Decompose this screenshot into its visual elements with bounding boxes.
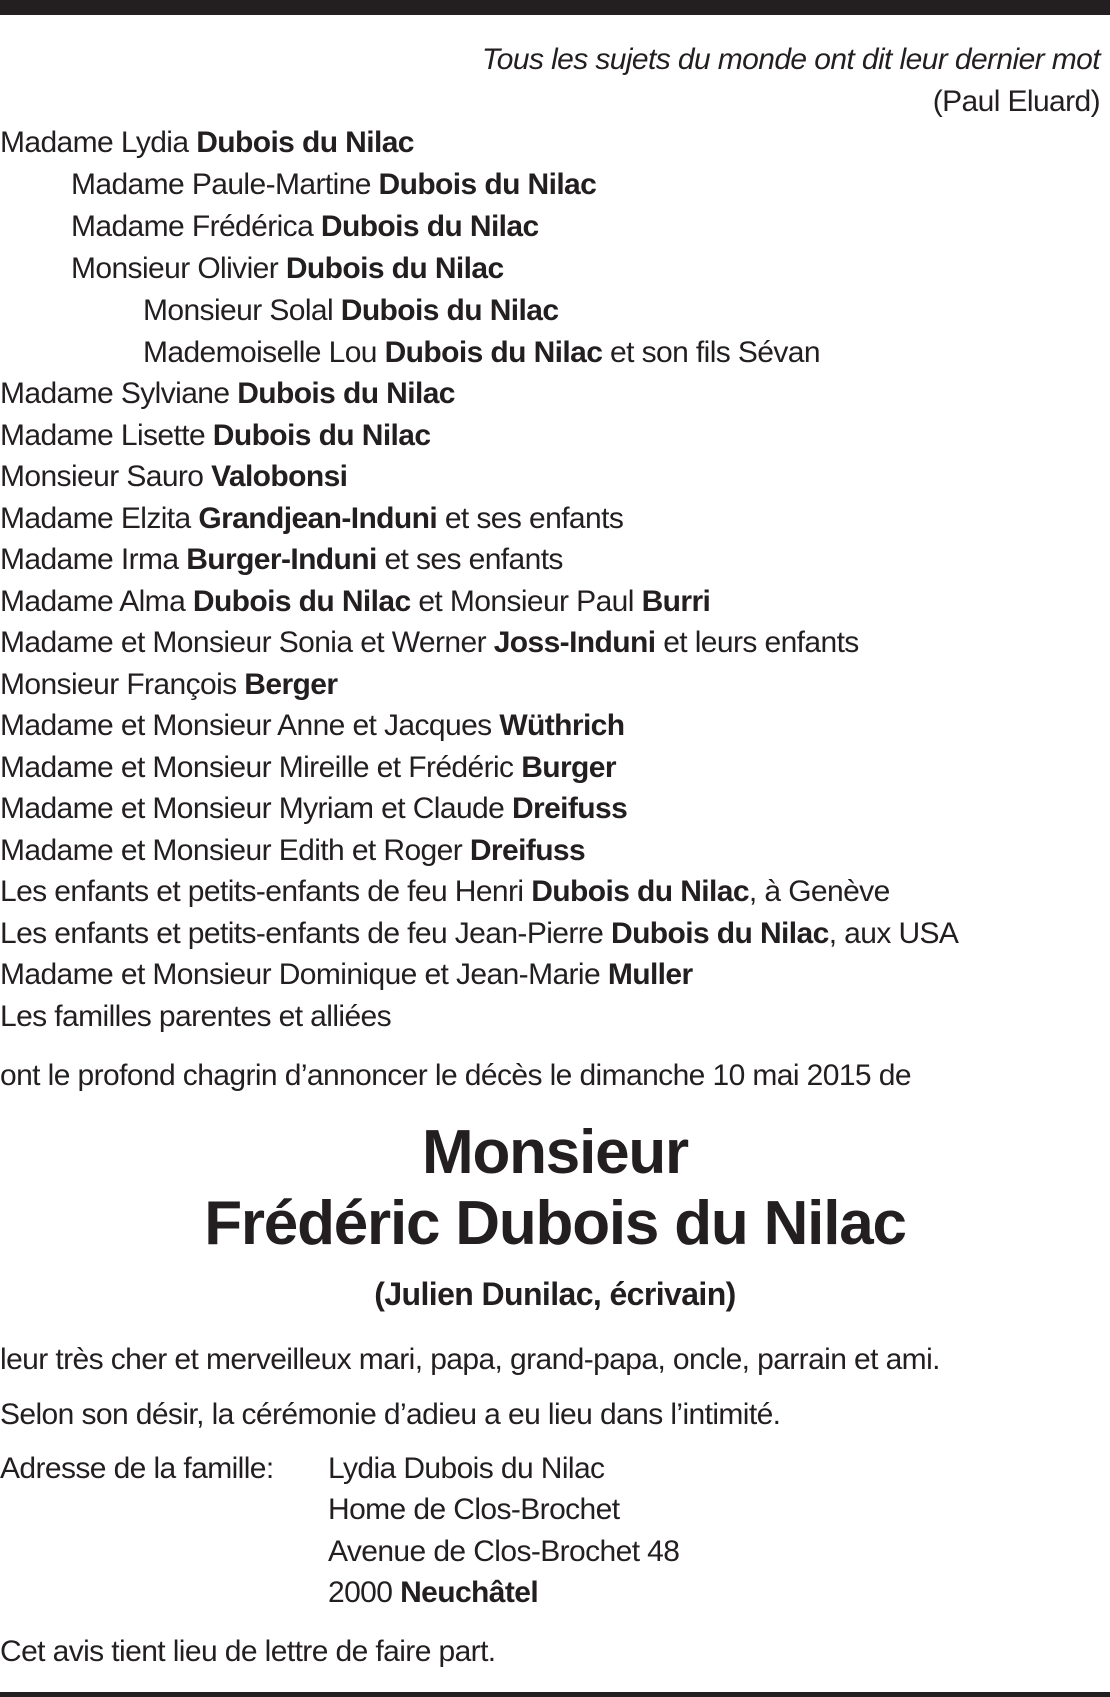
mourner-line: Madame Elzita Grandjean-Induni et ses enfants: [0, 502, 624, 535]
mourner-line: Madame et Monsieur Myriam et Claude Dreifuss: [0, 792, 628, 825]
deceased-pen-name: (Julien Dunilac, écrivain): [374, 1276, 736, 1312]
mourner-line: Les enfants et petits-enfants de feu Jean-Pierre Dubois du Nilac, aux USA: [0, 917, 959, 950]
mourner-line: Madame Frédérica Dubois du Nilac: [71, 210, 539, 243]
mourner-line: Madame et Monsieur Edith et Roger Dreifuss: [0, 834, 586, 867]
mourner-line: Les enfants et petits-enfants de feu Henri Dubois du Nilac, à Genève: [0, 875, 890, 908]
mourner-line: Madame Sylviane Dubois du Nilac: [0, 377, 455, 410]
address-line: Home de Clos-Brochet: [328, 1493, 620, 1526]
mourner-line: Madame Lisette Dubois du Nilac: [0, 419, 431, 452]
deceased-title: Monsieur: [422, 1118, 688, 1187]
mourner-line: Monsieur Solal Dubois du Nilac: [143, 294, 559, 327]
mourner-line: Madame Paule-Martine Dubois du Nilac: [71, 168, 597, 201]
address-line: Lydia Dubois du Nilac: [328, 1452, 605, 1485]
mourner-line: Madame Irma Burger-Induni et ses enfants: [0, 543, 563, 576]
mourner-line: Monsieur Olivier Dubois du Nilac: [71, 252, 504, 285]
mourner-line: Madame Lydia Dubois du Nilac: [0, 126, 414, 159]
top-rule: [0, 0, 1110, 15]
mourner-line: Monsieur François Berger: [0, 668, 338, 701]
address-line: 2000 Neuchâtel: [328, 1576, 539, 1609]
address-label: Adresse de la famille:: [0, 1452, 274, 1485]
deceased-name: Frédéric Dubois du Nilac: [204, 1189, 906, 1258]
address-line: Avenue de Clos-Brochet 48: [328, 1535, 680, 1568]
mourner-line: Les familles parentes et alliées: [0, 1000, 392, 1033]
mourner-line: Monsieur Sauro Valobonsi: [0, 460, 348, 493]
tribute-text: leur très cher et merveilleux mari, papa, grand-papa, oncle, parrain et ami.: [0, 1343, 940, 1376]
mourner-line: Madame Alma Dubois du Nilac et Monsieur Paul Burri: [0, 585, 711, 618]
mourner-line: Madame et Monsieur Sonia et Werner Joss-Induni et leurs enfants: [0, 626, 859, 659]
epigraph-quote: Tous les sujets du monde ont dit leur dernier mot: [481, 43, 1100, 76]
announcement-text: ont le profond chagrin d’annoncer le décès le dimanche 10 mai 2015 de: [0, 1059, 911, 1092]
bottom-rule: [0, 1692, 1110, 1697]
closing-text: Cet avis tient lieu de lettre de faire part.: [0, 1635, 496, 1668]
mourner-line: Madame et Monsieur Dominique et Jean-Marie Muller: [0, 958, 693, 991]
epigraph-author: (Paul Eluard): [932, 85, 1100, 118]
mourner-line: Mademoiselle Lou Dubois du Nilac et son fils Sévan: [143, 336, 820, 369]
ceremony-text: Selon son désir, la cérémonie d’adieu a eu lieu dans l’intimité.: [0, 1398, 781, 1431]
mourner-line: Madame et Monsieur Mireille et Frédéric Burger: [0, 751, 616, 784]
mourner-line: Madame et Monsieur Anne et Jacques Wüthrich: [0, 709, 625, 742]
